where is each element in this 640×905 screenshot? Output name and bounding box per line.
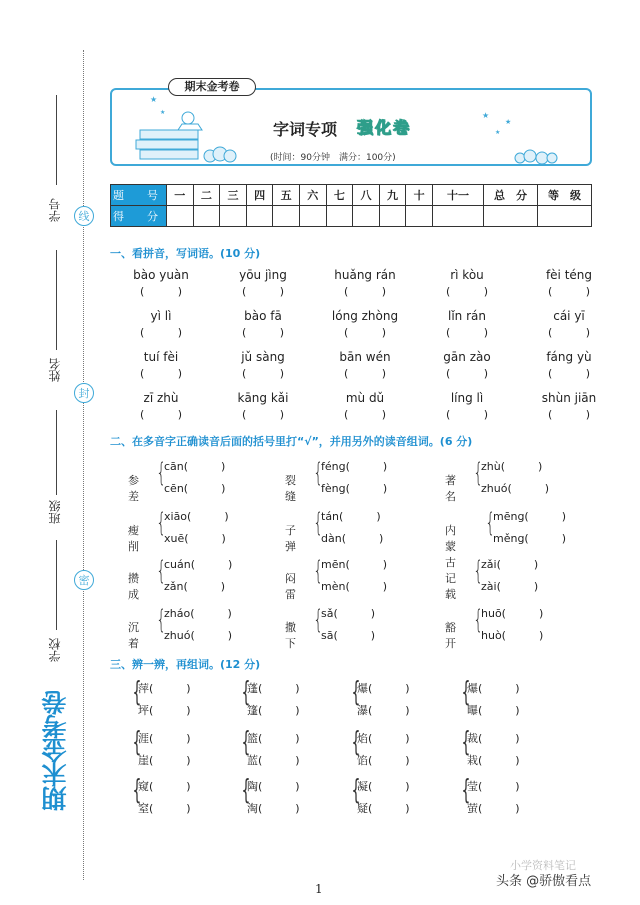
answer-blank[interactable] [218, 367, 308, 380]
brace-icon: { [132, 725, 142, 758]
paren-open: ( [344, 367, 349, 380]
answer-blank[interactable] [116, 367, 206, 380]
compare-char-blank[interactable]: 疑( ) [357, 802, 410, 815]
paren-close: ) [585, 367, 590, 380]
answer-blank[interactable] [524, 367, 614, 380]
reading-option[interactable]: zǎi( ) [481, 558, 539, 571]
paren-close: ) [483, 326, 488, 339]
compare-char-blank[interactable]: 窥( ) [138, 780, 191, 793]
compare-char-blank[interactable]: 爆( ) [357, 682, 410, 695]
score-cell[interactable] [246, 206, 273, 227]
compare-char-blank[interactable]: 凝( ) [357, 780, 410, 793]
paren-open: ( [344, 285, 349, 298]
compare-char-blank[interactable]: 裁( ) [467, 732, 520, 745]
header-tag: 期末金考卷 [168, 78, 256, 96]
compare-char-blank[interactable]: 蓬( ) [247, 682, 300, 695]
brace-icon: { [241, 675, 251, 708]
answer-blank[interactable] [524, 408, 614, 421]
answer-blank[interactable] [422, 408, 512, 421]
reading-option[interactable]: cuán( ) [164, 558, 233, 571]
pinyin-prompt: bān wén [339, 350, 391, 364]
student-id-line [56, 95, 57, 185]
paren-close: ) [381, 285, 386, 298]
score-cell[interactable] [353, 206, 380, 227]
answer-blank[interactable] [422, 367, 512, 380]
polyphone-word: 瘦削 [128, 524, 139, 553]
binding-circle-mi: 密 [74, 570, 94, 590]
pinyin-prompt: lǐn rán [448, 309, 486, 323]
score-col-7: 七 [326, 185, 353, 206]
paren-open: ( [548, 285, 553, 298]
brace-icon: { [313, 605, 324, 635]
name-label: 姓名 [48, 358, 62, 382]
brace-icon: { [313, 556, 324, 586]
score-col-2: 二 [193, 185, 220, 206]
answer-blank[interactable] [320, 326, 410, 339]
compare-char-blank[interactable]: 瀑( ) [357, 704, 410, 717]
paren-open: ( [242, 367, 247, 380]
brace-icon: { [156, 556, 167, 586]
watermark-faint: 小学资料笔记 [510, 859, 576, 872]
score-cell[interactable] [432, 206, 483, 227]
answer-blank[interactable] [218, 326, 308, 339]
paren-close: ) [279, 367, 284, 380]
reading-option[interactable]: mèn( ) [321, 580, 388, 593]
polyphone-word: 裂缝 [285, 474, 296, 503]
pinyin-prompt: fáng yù [546, 350, 592, 364]
paren-close: ) [279, 408, 284, 421]
score-col-grade: 等 级 [538, 185, 592, 206]
paren-close: ) [177, 326, 182, 339]
paren-close: ) [585, 408, 590, 421]
answer-blank[interactable] [218, 408, 308, 421]
paren-close: ) [177, 408, 182, 421]
score-header-row [111, 185, 592, 206]
score-cell[interactable] [326, 206, 353, 227]
pinyin-prompt: fèi téng [545, 268, 593, 282]
paren-close: ) [381, 367, 386, 380]
compare-char-blank[interactable]: 篷( ) [247, 704, 300, 717]
pinyin-prompt: mù dǔ [345, 391, 385, 405]
school-label: 学校 [48, 638, 62, 662]
brace-icon: { [156, 458, 167, 488]
answer-blank[interactable] [524, 326, 614, 339]
reading-option[interactable]: xuē( ) [164, 532, 226, 545]
svg-text:★: ★ [482, 111, 490, 120]
paren-close: ) [483, 408, 488, 421]
reading-option[interactable]: dàn( ) [321, 532, 384, 545]
polyphone-word: 内蒙古 [445, 524, 456, 569]
page-title: 字词专项 [273, 120, 338, 139]
score-col-11: 十一 [432, 185, 483, 206]
paren-open: ( [242, 326, 247, 339]
reading-option[interactable]: tán( ) [321, 510, 381, 523]
svg-text:★: ★ [505, 118, 512, 126]
brace-icon: { [156, 605, 167, 635]
paren-close: ) [177, 367, 182, 380]
answer-blank[interactable] [116, 408, 206, 421]
pinyin-prompt: kāng kǎi [237, 391, 289, 405]
score-row-label: 题 号 [111, 185, 167, 206]
reading-option[interactable]: sǎ( ) [321, 607, 376, 620]
watermark: 头条 @骄傲看点 [496, 874, 592, 889]
section-1-title: 一、看拼音，写词语。(10 分) [110, 247, 261, 260]
polyphone-word: 著名 [445, 474, 456, 503]
score-cell[interactable] [538, 206, 592, 227]
answer-blank[interactable] [320, 367, 410, 380]
paren-close: ) [279, 285, 284, 298]
reading-option[interactable]: xiāo( ) [164, 510, 229, 523]
brace-icon: { [461, 725, 471, 758]
paren-open: ( [446, 285, 451, 298]
paren-open: ( [140, 285, 145, 298]
reading-option[interactable]: zài( ) [481, 580, 539, 593]
brace-icon: { [313, 458, 324, 488]
pinyin-prompt: líng lì [450, 391, 484, 405]
paren-open: ( [140, 326, 145, 339]
pinyin-prompt: rì kòu [450, 268, 484, 282]
brace-icon: { [461, 675, 471, 708]
pinyin-prompt: shùn jiān [541, 391, 597, 405]
reading-option[interactable]: féng( ) [321, 460, 388, 473]
polyphone-word: 撒下 [285, 621, 296, 650]
polyphone-word: 沉着 [128, 621, 139, 650]
reading-option[interactable]: cēn( ) [164, 482, 226, 495]
reading-option[interactable]: huò( ) [481, 629, 544, 642]
score-cell[interactable] [406, 206, 433, 227]
paren-close: ) [177, 285, 182, 298]
answer-blank[interactable] [218, 285, 308, 298]
polyphone-word: 攒成 [128, 572, 139, 601]
books-icon [136, 112, 202, 159]
score-col-1: 一 [167, 185, 194, 206]
reading-option[interactable]: měng( ) [493, 532, 567, 545]
reading-option[interactable]: zháo( ) [164, 607, 232, 620]
answer-blank[interactable] [116, 326, 206, 339]
answer-blank[interactable] [422, 326, 512, 339]
compare-char-blank[interactable]: 萍( ) [138, 682, 191, 695]
paren-open: ( [548, 326, 553, 339]
compare-char-blank[interactable]: 爆( ) [467, 682, 520, 695]
pinyin-prompt: yì lì [150, 309, 172, 323]
brace-icon: { [473, 556, 484, 586]
score-col-total: 总 分 [484, 185, 538, 206]
student-id-label: 学号 [48, 198, 62, 222]
pinyin-prompt: yōu jìng [239, 268, 287, 282]
score-col-3: 三 [220, 185, 247, 206]
pinyin-prompt: jǔ sàng [241, 350, 285, 364]
school-line [56, 540, 57, 630]
paren-open: ( [344, 408, 349, 421]
brace-icon: { [241, 725, 251, 758]
paren-open: ( [140, 367, 145, 380]
pinyin-prompt: tuí fèi [143, 350, 179, 364]
name-line [56, 250, 57, 350]
answer-blank[interactable] [320, 285, 410, 298]
polyphone-word: 豁开 [445, 621, 456, 650]
reading-option[interactable]: mēn( ) [321, 558, 388, 571]
class-line [56, 410, 57, 495]
answer-blank[interactable] [422, 285, 512, 298]
paren-open: ( [242, 285, 247, 298]
brace-icon: { [351, 773, 361, 806]
paren-open: ( [548, 408, 553, 421]
compare-char-blank[interactable]: 崖( ) [138, 754, 191, 767]
paren-close: ) [585, 326, 590, 339]
compare-char-blank[interactable]: 曝( ) [467, 704, 520, 717]
svg-text:★: ★ [160, 109, 166, 116]
score-cell[interactable] [220, 206, 247, 227]
compare-char-blank[interactable]: 窒( ) [138, 802, 191, 815]
paren-close: ) [381, 408, 386, 421]
pinyin-prompt: bào yuàn [133, 268, 189, 282]
brace-icon: { [156, 508, 167, 538]
polyphone-word: 子弹 [285, 524, 296, 553]
polyphone-word: 参差 [128, 474, 139, 503]
score-cell[interactable] [484, 206, 538, 227]
binding-dotted-line [83, 50, 84, 880]
binding-circle-xian: 线 [74, 206, 94, 226]
brace-icon: { [473, 605, 484, 635]
compare-char-blank[interactable]: 篮( ) [247, 732, 300, 745]
reading-option[interactable]: zǎn( ) [164, 580, 226, 593]
paren-open: ( [344, 326, 349, 339]
score-cell[interactable] [193, 206, 220, 227]
paren-open: ( [446, 367, 451, 380]
paren-close: ) [483, 367, 488, 380]
score-cell[interactable] [273, 206, 300, 227]
paren-close: ) [279, 326, 284, 339]
score-cell[interactable] [379, 206, 406, 227]
score-value-row [111, 206, 592, 227]
compare-char-blank[interactable]: 坪( ) [138, 704, 191, 717]
pinyin-prompt: huǎng rán [334, 268, 396, 282]
page-number: 1 [315, 882, 323, 896]
reading-option[interactable]: fèng( ) [321, 482, 388, 495]
answer-blank[interactable] [524, 285, 614, 298]
score-col-5: 五 [273, 185, 300, 206]
paren-close: ) [585, 285, 590, 298]
score-table [110, 184, 592, 227]
compare-char-blank[interactable]: 馅( ) [357, 754, 410, 767]
reading-option[interactable]: zhuó( ) [164, 629, 233, 642]
reading-option[interactable]: sā( ) [321, 629, 376, 642]
reading-option[interactable]: huō( ) [481, 607, 544, 620]
class-label: 班级 [48, 500, 62, 524]
score-col-10: 十 [406, 185, 433, 206]
paren-open: ( [242, 408, 247, 421]
svg-text:★: ★ [495, 129, 501, 136]
svg-text:★: ★ [150, 95, 158, 104]
brace-icon: { [132, 675, 142, 708]
compare-char-blank[interactable]: 栽( ) [467, 754, 520, 767]
reading-option[interactable]: mēng( ) [493, 510, 567, 523]
paren-open: ( [446, 408, 451, 421]
brace-icon: { [313, 508, 324, 538]
paren-open: ( [140, 408, 145, 421]
brace-icon: { [132, 773, 142, 806]
pinyin-prompt: bào fā [244, 309, 282, 323]
pinyin-prompt: lóng zhòng [331, 309, 399, 323]
paren-close: ) [381, 326, 386, 339]
score-col-4: 四 [246, 185, 273, 206]
reading-option[interactable]: zhù( ) [481, 460, 543, 473]
answer-blank[interactable] [320, 408, 410, 421]
section-3-title: 三、辨一辨，再组词。(12 分) [110, 658, 261, 671]
brand-logo: 期末金考卷 [41, 691, 70, 811]
score-cell[interactable] [167, 206, 194, 227]
compare-char-blank[interactable]: 淘( ) [247, 802, 300, 815]
score-cell[interactable] [299, 206, 326, 227]
paren-close: ) [483, 285, 488, 298]
score-row-label: 得 分 [111, 206, 167, 227]
compare-char-blank[interactable]: 莹( ) [467, 780, 520, 793]
pinyin-prompt: cái yī [553, 309, 585, 323]
compare-char-blank[interactable]: 萤( ) [467, 802, 520, 815]
score-col-6: 六 [299, 185, 326, 206]
score-col-9: 九 [379, 185, 406, 206]
reading-option[interactable]: cān( ) [164, 460, 226, 473]
score-col-8: 八 [353, 185, 380, 206]
reading-option[interactable]: zhuó( ) [481, 482, 550, 495]
brace-icon: { [351, 725, 361, 758]
compare-char-blank[interactable]: 陶( ) [247, 780, 300, 793]
brace-icon: { [351, 675, 361, 708]
compare-char-blank[interactable]: 焰( ) [357, 732, 410, 745]
binding-circle-feng: 封 [74, 383, 94, 403]
section-2-title: 二、在多音字正确读音后面的括号里打“√”，并用另外的读音组词。(6 分) [110, 435, 473, 448]
pinyin-prompt: gān zào [443, 350, 491, 364]
brace-icon: { [241, 773, 251, 806]
brace-icon: { [473, 458, 484, 488]
brace-icon: { [461, 773, 471, 806]
answer-blank[interactable] [116, 285, 206, 298]
compare-char-blank[interactable]: 蓝( ) [247, 754, 300, 767]
brace-icon: { [485, 508, 496, 538]
paren-open: ( [446, 326, 451, 339]
exam-info: (时间：90分钟 满分：100分) [270, 153, 396, 163]
polyphone-word: 闷雷 [285, 572, 296, 601]
paren-open: ( [548, 367, 553, 380]
compare-char-blank[interactable]: 涯( ) [138, 732, 191, 745]
page-title-accent: 强化卷 [357, 118, 412, 137]
polyphone-word: 记载 [445, 572, 456, 601]
pinyin-prompt: zī zhù [143, 391, 179, 405]
